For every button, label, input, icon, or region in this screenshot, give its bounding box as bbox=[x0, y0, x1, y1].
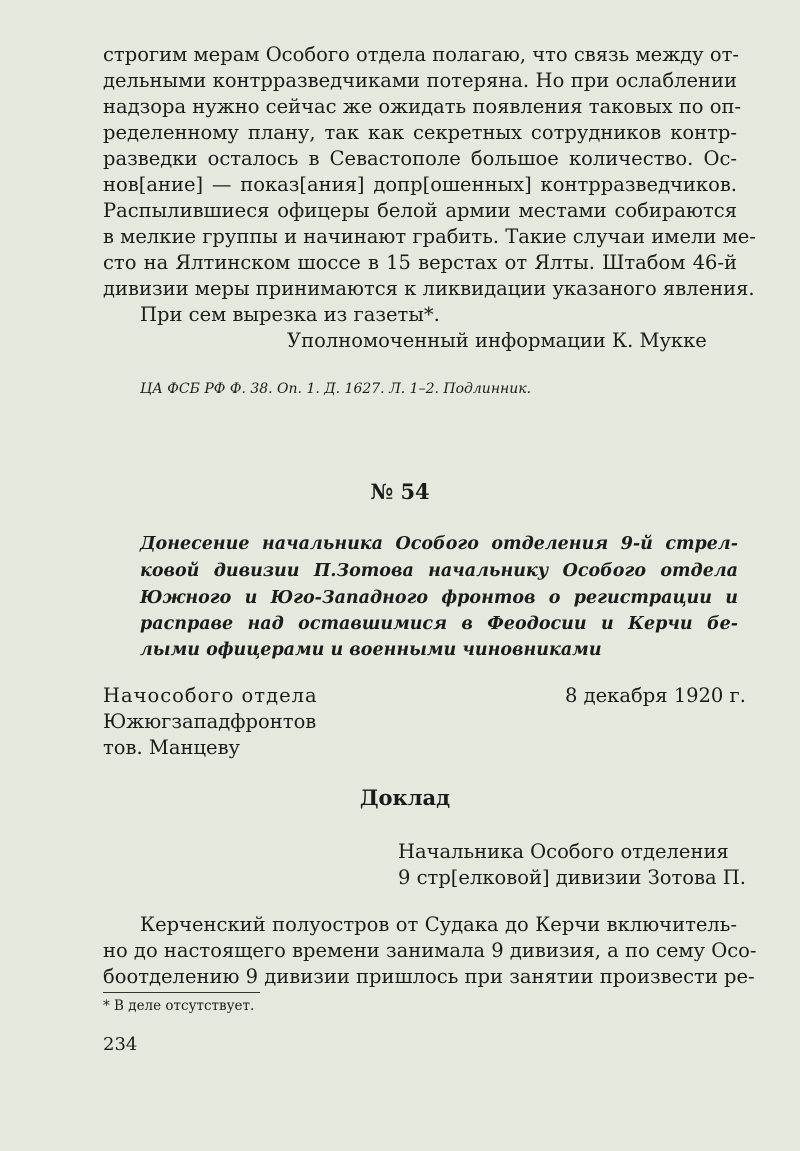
text-line: в мелкие группы и начинают грабить. Такие случаи имели ме- bbox=[103, 225, 756, 248]
text-line: сто на Ялтинском шоссе в 15 верстах от Ялты. Штабом 46-й bbox=[103, 251, 737, 274]
footnote-divider bbox=[103, 992, 260, 993]
signature: Уполномоченный информации К. Мукке bbox=[287, 329, 707, 352]
footnote: * В деле отсутствует. bbox=[103, 998, 255, 1014]
text-line: надзора нужно сейчас же ожидать появления таковых по оп- bbox=[103, 95, 742, 118]
document-number: № 54 bbox=[370, 479, 430, 504]
author-line: 9 стр[елковой] дивизии Зотова П. bbox=[398, 866, 747, 889]
text-line: боотделению 9 дивизии пришлось при занятии произвести ре- bbox=[103, 965, 755, 988]
addressee-line: тов. Манцеву bbox=[103, 736, 241, 759]
document-date: 8 декабря 1920 г. bbox=[565, 684, 746, 707]
text-line: Керченский полуостров от Судака до Керчи включитель- bbox=[140, 913, 737, 936]
text-line: нов[ание] — показ[ания] допр[ошенных] контрразведчиков. bbox=[103, 173, 737, 196]
title-line: расправе над оставшимися в Феодосии и Керчи бе- bbox=[140, 614, 738, 634]
page-number: 234 bbox=[103, 1034, 138, 1055]
archive-source: ЦА ФСБ РФ Ф. 38. Оп. 1. Д. 1627. Л. 1–2. Подлинник. bbox=[140, 381, 532, 397]
text-line: Распылившиеся офицеры белой армии местами собираются bbox=[103, 199, 737, 222]
author-line: Начальника Особого отделения bbox=[398, 840, 729, 863]
enclosure-note: При сем вырезка из газеты*. bbox=[140, 303, 440, 326]
report-heading: Доклад bbox=[359, 785, 451, 810]
title-line: ковой дивизии П.Зотова начальнику Особого отдела bbox=[140, 561, 738, 581]
text-line: разведки осталось в Севастополе большое количество. Ос- bbox=[103, 147, 737, 170]
text-line: строгим мерам Особого отдела полагаю, что связь между от- bbox=[103, 43, 739, 66]
text-line: ределенному плану, так как секретных сотрудников контр- bbox=[103, 121, 737, 144]
text-line: дельными контрразведчиками потеряна. Но при ослаблении bbox=[103, 69, 737, 92]
addressee-line: Начособого отдела bbox=[103, 684, 318, 707]
title-line: Донесение начальника Особого отделения 9-й стрел- bbox=[140, 534, 738, 554]
title-line: Южного и Юго-Западного фронтов о регистрации и bbox=[140, 588, 738, 608]
addressee-line: Южюгзападфронтов bbox=[103, 710, 317, 733]
text-line: дивизии меры принимаются к ликвидации указаного явления. bbox=[103, 277, 755, 300]
text-line: но до настоящего времени занимала 9 дивизия, а по сему Осо- bbox=[103, 939, 757, 962]
title-line: лыми офицерами и военными чиновниками bbox=[140, 640, 602, 660]
